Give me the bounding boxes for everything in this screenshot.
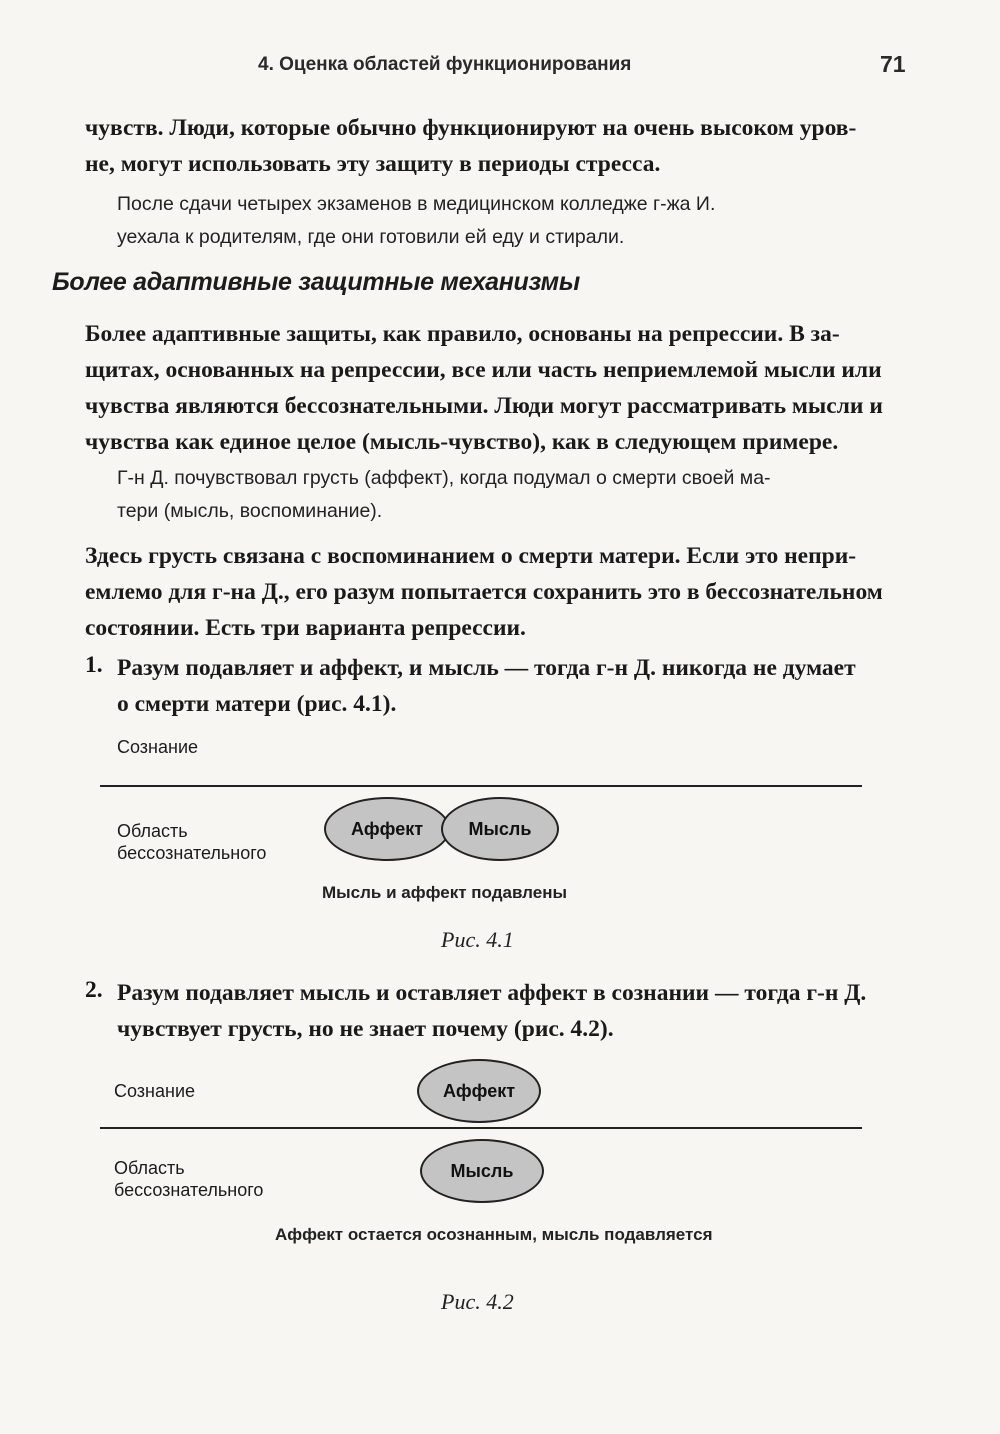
example-block: [117, 188, 715, 254]
example-line: тери (мысль, воспоминание).: [117, 500, 383, 522]
diagram-caption: Мысль и аффект подавлены: [322, 883, 567, 902]
example-block: [117, 462, 771, 528]
figure-caption: Рис. 4.2: [441, 1289, 514, 1314]
label-line: Область: [114, 1158, 185, 1178]
divider-line: [100, 785, 862, 787]
label-line: бессознательного: [114, 1180, 264, 1200]
paragraph: [85, 538, 883, 646]
text-line: чувствует грусть, но не знает почему (рис. 4.2).: [117, 1016, 614, 1042]
diagram-caption: Аффект остается осознанным, мысль подавляется: [275, 1225, 713, 1244]
text-line: емлемо для г-на Д., его разум попытается сохранить это в бессознательном: [85, 579, 883, 605]
text-line: не, могут использовать эту защиту в периоды стресса.: [85, 151, 661, 177]
example-line: уехала к родителям, где они готовили ей еду и стирали.: [117, 226, 625, 248]
list-item: [117, 650, 856, 722]
thought-ellipse: Мысль: [420, 1139, 544, 1203]
example-line: Г-н Д. почувствовал грусть (аффект), когда подумал о смерти своей ма-: [117, 467, 771, 489]
unconscious-label: [117, 820, 266, 864]
label-line: Область: [117, 821, 188, 841]
divider-line: [100, 1127, 862, 1129]
list-item: [117, 975, 866, 1047]
affect-ellipse: Аффект: [417, 1059, 541, 1123]
list-number: 2.: [85, 977, 103, 1003]
unconscious-label: [114, 1157, 263, 1201]
thought-ellipse: Мысль: [441, 797, 559, 861]
text-line: состоянии. Есть три варианта репрессии.: [85, 615, 526, 641]
text-line: Разум подавляет и аффект, и мысль — тогда г-н Д. никогда не думает: [117, 655, 856, 681]
text-line: Разум подавляет мысль и оставляет аффект в сознании — тогда г-н Д.: [117, 980, 867, 1006]
figure-caption: Рис. 4.1: [441, 927, 514, 952]
affect-ellipse: Аффект: [324, 797, 450, 861]
text-line: Здесь грусть связана с воспоминанием о смерти матери. Если это непри-: [85, 543, 857, 569]
text-line: щитах, основанных на репрессии, все или часть неприемлемой мысли или: [85, 357, 882, 383]
text-line: чувств. Люди, которые обычно функционируют на очень высоком уров-: [85, 115, 857, 141]
intro-paragraph: [85, 110, 856, 182]
list-number: 1.: [85, 652, 103, 678]
section-heading: Более адаптивные защитные механизмы: [52, 268, 580, 296]
conscious-label: Сознание: [117, 737, 199, 757]
example-line: После сдачи четырех экзаменов в медицинском колледже г-жа И.: [117, 193, 716, 215]
paragraph: [85, 316, 883, 460]
text-line: о смерти матери (рис. 4.1).: [117, 691, 397, 717]
running-header: 4. Оценка областей функционирования: [258, 54, 632, 75]
label-line: бессознательного: [117, 843, 267, 863]
conscious-label: Сознание: [114, 1081, 196, 1101]
text-line: чувства как единое целое (мысль-чувство), как в следующем примере.: [85, 429, 839, 455]
text-line: Более адаптивные защиты, как правило, основаны на репрессии. В за-: [85, 321, 840, 347]
page-number: 71: [880, 51, 906, 77]
text-line: чувства являются бессознательными. Люди могут рассматривать мысли и: [85, 393, 883, 419]
